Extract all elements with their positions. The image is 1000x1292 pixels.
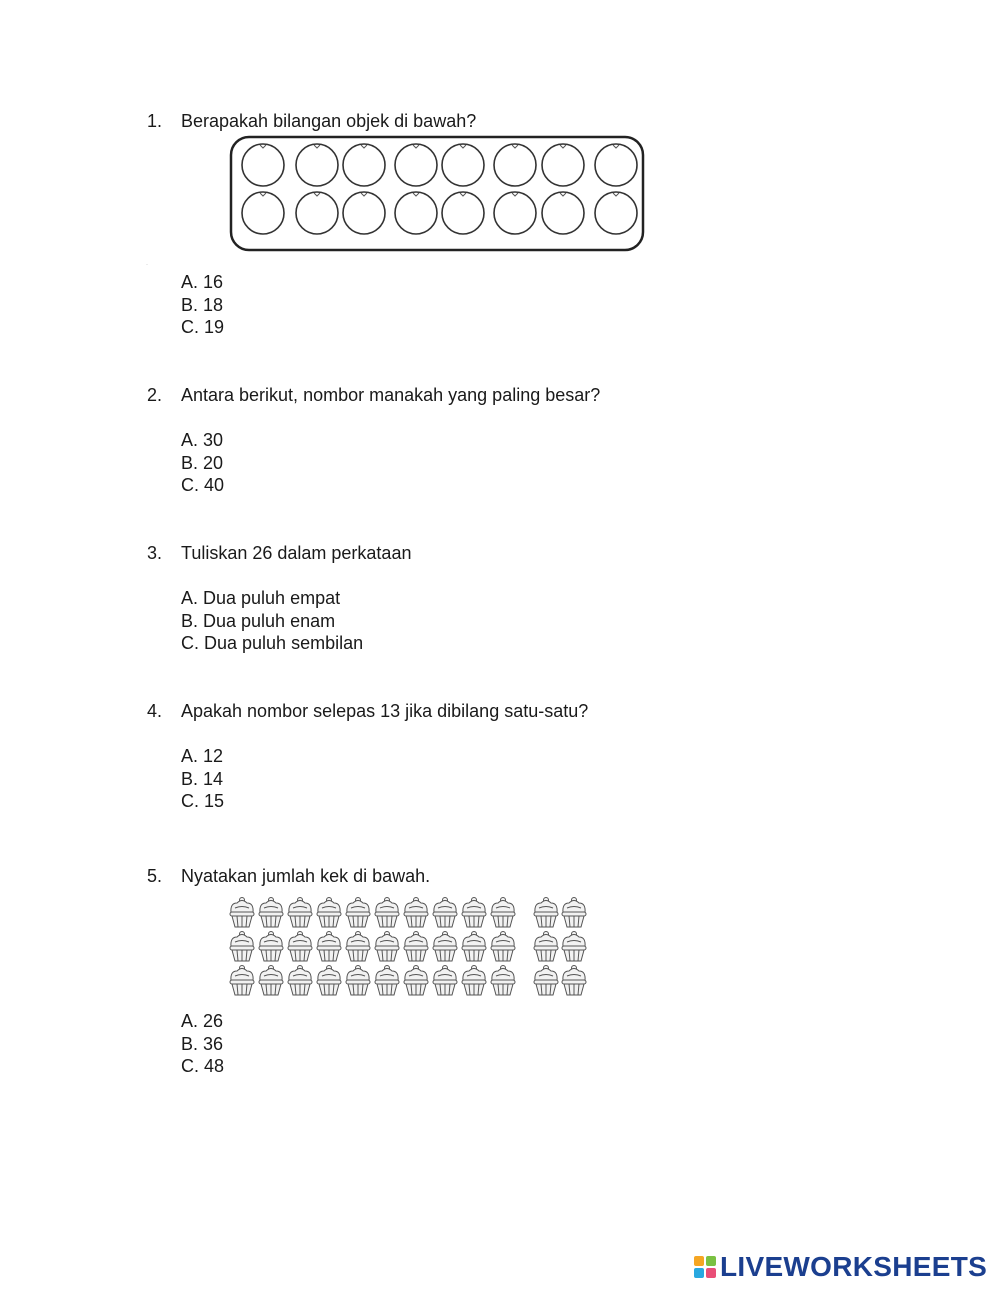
liveworksheets-logo-icon <box>694 1256 716 1278</box>
question-3-option-b[interactable]: B. Dua puluh enam <box>181 610 336 631</box>
orange-icon <box>242 192 284 234</box>
orange-tray-illustration <box>229 135 649 253</box>
question-5-option-b[interactable]: B. 36 <box>181 1033 224 1054</box>
question-2-text: Antara berikut, nombor manakah yang paling besar? <box>181 385 601 405</box>
question-5-options <box>181 1010 224 1078</box>
question-5-number: 5. <box>147 866 163 886</box>
orange-icon <box>442 144 484 186</box>
cupcake-icon <box>491 932 515 962</box>
question-4-option-b[interactable]: B. 14 <box>181 768 224 789</box>
orange-icon <box>343 192 385 234</box>
orange-icon <box>542 144 584 186</box>
question-3-option-a[interactable]: A. Dua puluh empat <box>181 588 341 608</box>
brand-wordmark: LIVEWORKSHEETS <box>720 1251 988 1282</box>
cupcake-icon <box>346 898 370 928</box>
liveworksheets-brand <box>694 1251 987 1283</box>
cupcake-icon <box>491 898 515 928</box>
cupcake-icon <box>288 898 312 928</box>
question-3-text: Tuliskan 26 dalam perkataan <box>181 543 412 563</box>
cupcake-icon <box>230 932 254 962</box>
cupcake-icon <box>375 898 399 928</box>
question-4-option-a[interactable]: A. 12 <box>181 746 224 766</box>
question-3-option-c[interactable]: C. Dua puluh sembilan <box>181 633 364 654</box>
cupcake-icon <box>346 966 370 996</box>
cupcake-icon <box>491 966 515 996</box>
question-1-number: 1. <box>147 111 163 131</box>
question-5-option-a[interactable]: A. 26 <box>181 1011 224 1031</box>
egg-tray-picture <box>229 135 649 253</box>
question-1-option-a[interactable]: A. 16 <box>181 272 224 292</box>
cupcake-icon <box>375 966 399 996</box>
cupcake-icon <box>433 898 457 928</box>
orange-icon <box>595 192 637 234</box>
cupcake-icon <box>562 932 586 962</box>
question-1-option-b[interactable]: B. 18 <box>181 294 224 315</box>
orange-icon <box>343 144 385 186</box>
cupcake-icon <box>317 966 341 996</box>
cupcake-icon <box>230 966 254 996</box>
orange-icon <box>542 192 584 234</box>
question-1-options <box>181 271 224 339</box>
cupcake-icon <box>259 966 283 996</box>
cupcake-icon <box>534 966 558 996</box>
orange-icon <box>395 192 437 234</box>
cupcake-icon <box>259 898 283 928</box>
orange-icon <box>296 192 338 234</box>
stray-mark: · <box>146 262 148 268</box>
orange-icon <box>242 144 284 186</box>
question-5-text: Nyatakan jumlah kek di bawah. <box>181 866 431 886</box>
orange-icon <box>296 144 338 186</box>
cupcakes-illustration <box>228 893 598 1001</box>
orange-icon <box>494 144 536 186</box>
cupcakes-picture <box>228 893 598 1001</box>
question-4-option-c[interactable]: C. 15 <box>181 791 225 812</box>
orange-icon <box>595 144 637 186</box>
cupcake-icon <box>230 898 254 928</box>
cupcake-icon <box>259 932 283 962</box>
orange-icon <box>395 144 437 186</box>
question-1-option-c[interactable]: C. 19 <box>181 317 225 338</box>
cupcake-icon <box>317 932 341 962</box>
cupcake-icon <box>562 898 586 928</box>
cupcake-icon <box>346 932 370 962</box>
cupcake-icon <box>462 932 486 962</box>
question-2-option-c[interactable]: C. 40 <box>181 475 225 496</box>
cupcake-icon <box>562 966 586 996</box>
cupcake-icon <box>317 898 341 928</box>
cupcake-icon <box>404 898 428 928</box>
cupcake-icon <box>534 898 558 928</box>
cupcake-icon <box>288 932 312 962</box>
question-1-text: Berapakah bilangan objek di bawah? <box>181 111 477 131</box>
cupcake-icon <box>404 932 428 962</box>
question-2-option-b[interactable]: B. 20 <box>181 452 224 473</box>
question-4-number: 4. <box>147 701 163 721</box>
cupcake-icon <box>433 932 457 962</box>
question-2-option-a[interactable]: A. 30 <box>181 430 224 450</box>
question-5-option-c[interactable]: C. 48 <box>181 1056 225 1077</box>
question-4-options <box>181 745 224 813</box>
orange-icon <box>442 192 484 234</box>
cupcake-icon <box>288 966 312 996</box>
cupcake-icon <box>375 932 399 962</box>
cupcake-icon <box>462 966 486 996</box>
cupcake-icon <box>462 898 486 928</box>
cupcake-icon <box>433 966 457 996</box>
cupcake-icon <box>534 932 558 962</box>
orange-icon <box>494 192 536 234</box>
question-4-text: Apakah nombor selepas 13 jika dibilang satu-satu? <box>181 701 589 721</box>
cupcake-icon <box>404 966 428 996</box>
question-2-options <box>181 429 224 497</box>
question-3-options <box>181 587 363 655</box>
question-3-number: 3. <box>147 543 163 563</box>
question-2-number: 2. <box>147 385 163 405</box>
